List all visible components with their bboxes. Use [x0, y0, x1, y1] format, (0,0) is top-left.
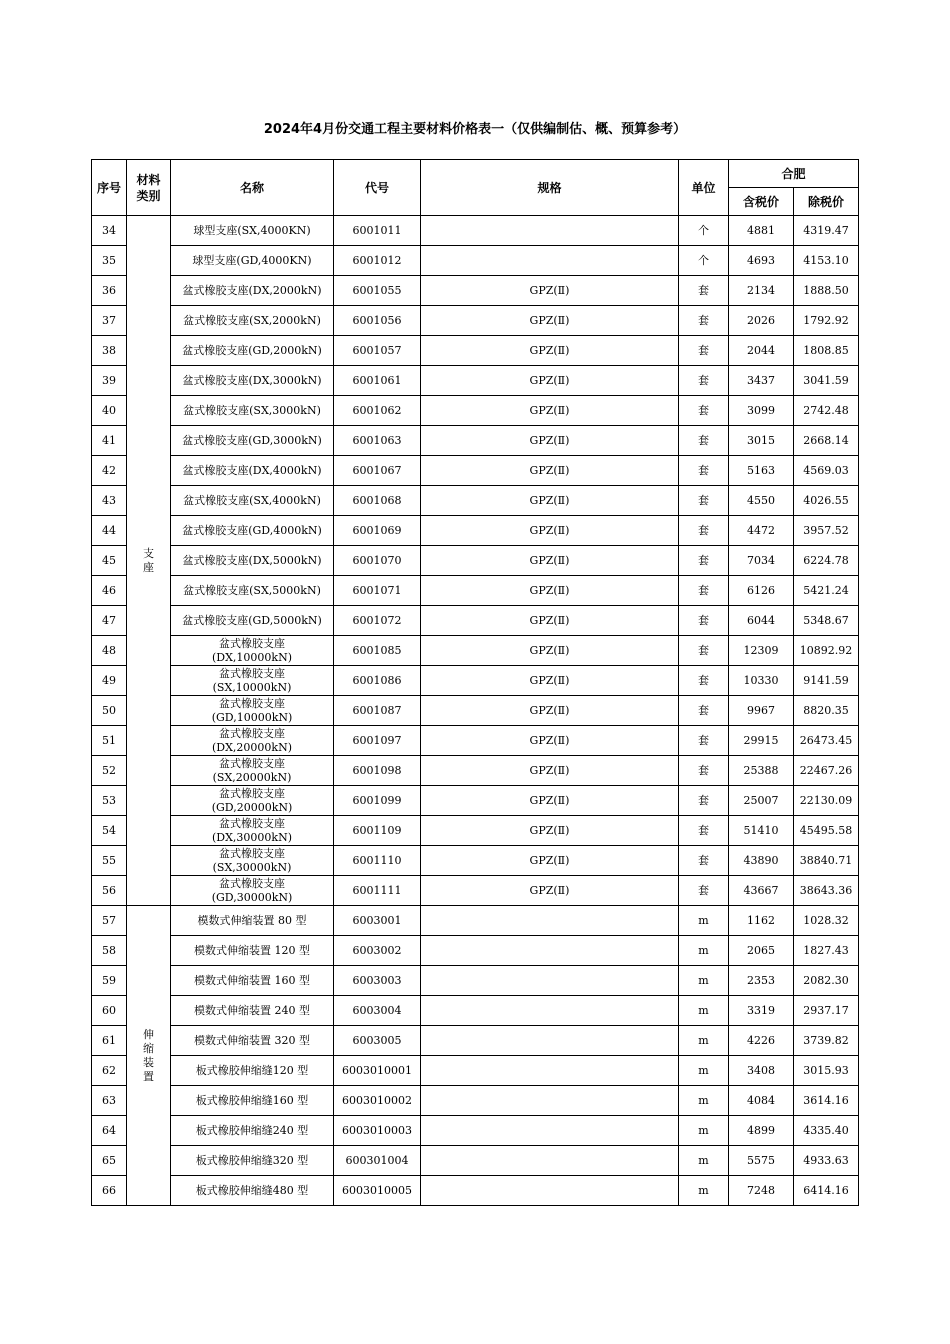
cell-name: 模数式伸缩装置 320 型	[171, 1026, 334, 1056]
cell-seq: 64	[92, 1116, 127, 1146]
cell-spec: GPZ(Ⅱ)	[421, 306, 679, 336]
cell-price-tax: 25007	[729, 786, 794, 816]
cell-price-tax: 43667	[729, 876, 794, 906]
cell-unit: 套	[679, 636, 729, 666]
cell-price-notax: 2082.30	[794, 966, 859, 996]
cell-seq: 41	[92, 426, 127, 456]
table-row	[92, 816, 859, 846]
cell-price-notax: 9141.59	[794, 666, 859, 696]
cell-price-tax: 7034	[729, 546, 794, 576]
cell-code: 6001099	[334, 786, 421, 816]
cell-unit: 套	[679, 846, 729, 876]
cell-price-notax: 1888.50	[794, 276, 859, 306]
header-price-tax: 含税价	[729, 188, 794, 216]
cell-seq: 62	[92, 1056, 127, 1086]
cell-price-tax: 6044	[729, 606, 794, 636]
cell-name-line2: (SX,20000kN)	[212, 771, 292, 784]
cell-name-line1: 盆式橡胶支座	[219, 847, 285, 860]
cell-price-notax: 38643.36	[794, 876, 859, 906]
cell-price-tax: 2044	[729, 336, 794, 366]
table-row	[92, 696, 859, 726]
cell-name: 板式橡胶伸缩缝120 型	[171, 1056, 334, 1086]
table-row	[92, 966, 859, 996]
cell-price-tax: 2353	[729, 966, 794, 996]
cell-price-tax: 4226	[729, 1026, 794, 1056]
table-row	[92, 876, 859, 906]
cell-unit: 套	[679, 546, 729, 576]
cell-price-tax: 1162	[729, 906, 794, 936]
cell-spec: GPZ(Ⅱ)	[421, 426, 679, 456]
cell-category	[127, 216, 171, 906]
cell-seq: 54	[92, 816, 127, 846]
cell-price-tax: 51410	[729, 816, 794, 846]
cell-code: 6001109	[334, 816, 421, 846]
cell-seq: 61	[92, 1026, 127, 1056]
cell-name	[171, 846, 334, 876]
cell-price-tax: 29915	[729, 726, 794, 756]
cell-price-notax: 4026.55	[794, 486, 859, 516]
header-unit: 单位	[679, 160, 729, 216]
cell-code: 6001057	[334, 336, 421, 366]
header-code: 代号	[334, 160, 421, 216]
cell-code: 6001110	[334, 846, 421, 876]
cell-code: 6001056	[334, 306, 421, 336]
table-row	[92, 546, 859, 576]
cell-price-notax: 6414.16	[794, 1176, 859, 1206]
cell-seq: 35	[92, 246, 127, 276]
cell-spec: GPZ(Ⅱ)	[421, 366, 679, 396]
table-row	[92, 1146, 859, 1176]
cell-name	[171, 816, 334, 846]
cell-code: 6001086	[334, 666, 421, 696]
cell-unit: m	[679, 936, 729, 966]
cell-price-tax: 7248	[729, 1176, 794, 1206]
cell-spec: GPZ(Ⅱ)	[421, 276, 679, 306]
cell-price-tax: 3319	[729, 996, 794, 1026]
cell-code: 6001061	[334, 366, 421, 396]
cell-price-notax: 1827.43	[794, 936, 859, 966]
cell-unit: 套	[679, 666, 729, 696]
table-row	[92, 786, 859, 816]
cell-unit: m	[679, 1176, 729, 1206]
cell-spec: GPZ(Ⅱ)	[421, 666, 679, 696]
cell-price-tax: 3437	[729, 366, 794, 396]
cell-spec	[421, 1146, 679, 1176]
table-row	[92, 276, 859, 306]
category-label: 伸缩装置	[143, 1027, 154, 1083]
cell-price-tax: 43890	[729, 846, 794, 876]
cell-unit: 套	[679, 756, 729, 786]
table-row	[92, 306, 859, 336]
cell-spec: GPZ(Ⅱ)	[421, 456, 679, 486]
cell-name: 球型支座(SX,4000KN)	[171, 216, 334, 246]
cell-seq: 43	[92, 486, 127, 516]
cell-code: 6003010003	[334, 1116, 421, 1146]
cell-code: 6003010002	[334, 1086, 421, 1116]
cell-price-notax: 22467.26	[794, 756, 859, 786]
header-spec: 规格	[421, 160, 679, 216]
table-row	[92, 1116, 859, 1146]
cell-seq: 50	[92, 696, 127, 726]
cell-name: 板式橡胶伸缩缝240 型	[171, 1116, 334, 1146]
cell-price-notax: 3614.16	[794, 1086, 859, 1116]
cell-name	[171, 636, 334, 666]
cell-code: 6001111	[334, 876, 421, 906]
cell-price-notax: 3015.93	[794, 1056, 859, 1086]
cell-name: 盆式橡胶支座(SX,5000kN)	[171, 576, 334, 606]
table-row	[92, 456, 859, 486]
cell-price-notax: 1792.92	[794, 306, 859, 336]
cell-name-line1: 盆式橡胶支座	[219, 637, 285, 650]
cell-code: 6001072	[334, 606, 421, 636]
cell-seq: 36	[92, 276, 127, 306]
table-row	[92, 246, 859, 276]
cell-price-notax: 4335.40	[794, 1116, 859, 1146]
cell-seq: 55	[92, 846, 127, 876]
cell-unit: 套	[679, 816, 729, 846]
page-title: 2024年4月份交通工程主要材料价格表一（仅供编制估、概、预算参考）	[263, 122, 687, 137]
cell-name	[171, 666, 334, 696]
cell-price-notax: 3739.82	[794, 1026, 859, 1056]
cell-price-tax: 3408	[729, 1056, 794, 1086]
cell-price-notax: 2742.48	[794, 396, 859, 426]
cell-name-line1: 盆式橡胶支座	[219, 667, 285, 680]
table-row	[92, 426, 859, 456]
cell-price-notax: 4569.03	[794, 456, 859, 486]
cell-price-notax: 45495.58	[794, 816, 859, 846]
cell-spec	[421, 906, 679, 936]
cell-seq: 53	[92, 786, 127, 816]
cell-name-line2: (DX,10000kN)	[211, 651, 292, 664]
cell-name	[171, 726, 334, 756]
cell-price-tax: 4084	[729, 1086, 794, 1116]
cell-price-tax: 12309	[729, 636, 794, 666]
cell-seq: 49	[92, 666, 127, 696]
table-row	[92, 606, 859, 636]
table-row	[92, 1176, 859, 1206]
cell-spec	[421, 1086, 679, 1116]
cell-seq: 59	[92, 966, 127, 996]
cell-code: 6001069	[334, 516, 421, 546]
cell-price-notax: 3957.52	[794, 516, 859, 546]
cell-price-notax: 5421.24	[794, 576, 859, 606]
cell-price-tax: 4899	[729, 1116, 794, 1146]
cell-code: 6001087	[334, 696, 421, 726]
cell-seq: 66	[92, 1176, 127, 1206]
cell-code: 600301004	[334, 1146, 421, 1176]
cell-spec	[421, 1026, 679, 1056]
cell-name-line1: 盆式橡胶支座	[219, 817, 285, 830]
cell-price-notax: 2937.17	[794, 996, 859, 1026]
cell-name: 模数式伸缩装置 120 型	[171, 936, 334, 966]
cell-unit: m	[679, 1056, 729, 1086]
table-row	[92, 396, 859, 426]
cell-unit: 个	[679, 216, 729, 246]
cell-seq: 45	[92, 546, 127, 576]
cell-seq: 38	[92, 336, 127, 366]
cell-price-tax: 6126	[729, 576, 794, 606]
cell-spec: GPZ(Ⅱ)	[421, 336, 679, 366]
cell-price-tax: 3099	[729, 396, 794, 426]
cell-spec	[421, 216, 679, 246]
table-row	[92, 996, 859, 1026]
cell-name-line2: (GD,30000kN)	[211, 891, 293, 904]
cell-spec: GPZ(Ⅱ)	[421, 846, 679, 876]
cell-price-tax: 5163	[729, 456, 794, 486]
cell-name: 盆式橡胶支座(DX,2000kN)	[171, 276, 334, 306]
cell-name-line2: (SX,10000kN)	[212, 681, 292, 694]
cell-spec: GPZ(Ⅱ)	[421, 516, 679, 546]
cell-code: 6001055	[334, 276, 421, 306]
table-row	[92, 906, 859, 936]
cell-spec: GPZ(Ⅱ)	[421, 486, 679, 516]
header-seq: 序号	[92, 160, 127, 216]
cell-name-line2: (SX,30000kN)	[212, 861, 292, 874]
cell-code: 6003003	[334, 966, 421, 996]
cell-code: 6003002	[334, 936, 421, 966]
cell-unit: 套	[679, 576, 729, 606]
cell-price-tax: 4550	[729, 486, 794, 516]
cell-unit: 套	[679, 876, 729, 906]
cell-unit: 套	[679, 786, 729, 816]
cell-unit: m	[679, 996, 729, 1026]
cell-name: 盆式橡胶支座(GD,5000kN)	[171, 606, 334, 636]
cell-unit: 套	[679, 396, 729, 426]
cell-seq: 51	[92, 726, 127, 756]
header-category: 材料类别	[127, 160, 171, 216]
cell-seq: 58	[92, 936, 127, 966]
cell-unit: 套	[679, 726, 729, 756]
cell-spec	[421, 1176, 679, 1206]
cell-spec	[421, 996, 679, 1026]
cell-category	[127, 906, 171, 1206]
cell-price-tax: 4472	[729, 516, 794, 546]
cell-name: 盆式橡胶支座(GD,3000kN)	[171, 426, 334, 456]
cell-code: 6003004	[334, 996, 421, 1026]
cell-code: 6003001	[334, 906, 421, 936]
cell-price-notax: 26473.45	[794, 726, 859, 756]
cell-name: 盆式橡胶支座(DX,4000kN)	[171, 456, 334, 486]
cell-price-notax: 5348.67	[794, 606, 859, 636]
cell-spec	[421, 966, 679, 996]
cell-name-line1: 盆式橡胶支座	[219, 757, 285, 770]
cell-seq: 39	[92, 366, 127, 396]
cell-unit: 套	[679, 426, 729, 456]
cell-price-notax: 4153.10	[794, 246, 859, 276]
cell-seq: 63	[92, 1086, 127, 1116]
cell-unit: 套	[679, 516, 729, 546]
cell-price-tax: 5575	[729, 1146, 794, 1176]
cell-price-notax: 22130.09	[794, 786, 859, 816]
cell-name	[171, 756, 334, 786]
cell-name: 盆式橡胶支座(SX,2000kN)	[171, 306, 334, 336]
header-city: 合肥	[729, 160, 859, 188]
cell-code: 6001098	[334, 756, 421, 786]
cell-price-notax: 3041.59	[794, 366, 859, 396]
cell-unit: 套	[679, 486, 729, 516]
cell-name-line2: (DX,30000kN)	[211, 831, 292, 844]
cell-price-notax: 2668.14	[794, 426, 859, 456]
cell-unit: 套	[679, 456, 729, 486]
category-label: 支座	[143, 546, 154, 574]
table-row	[92, 366, 859, 396]
cell-seq: 48	[92, 636, 127, 666]
table-row	[92, 756, 859, 786]
cell-spec: GPZ(Ⅱ)	[421, 756, 679, 786]
cell-spec: GPZ(Ⅱ)	[421, 786, 679, 816]
table-row	[92, 1086, 859, 1116]
cell-spec: GPZ(Ⅱ)	[421, 396, 679, 426]
price-table	[91, 159, 859, 1206]
cell-code: 6001063	[334, 426, 421, 456]
cell-code: 6003010005	[334, 1176, 421, 1206]
cell-price-tax: 25388	[729, 756, 794, 786]
cell-price-tax: 9967	[729, 696, 794, 726]
cell-seq: 44	[92, 516, 127, 546]
cell-name: 板式橡胶伸缩缝320 型	[171, 1146, 334, 1176]
cell-name	[171, 696, 334, 726]
cell-seq: 52	[92, 756, 127, 786]
cell-price-tax: 2026	[729, 306, 794, 336]
cell-name: 盆式橡胶支座(GD,2000kN)	[171, 336, 334, 366]
cell-name-line2: (GD,20000kN)	[211, 801, 293, 814]
cell-seq: 65	[92, 1146, 127, 1176]
cell-spec	[421, 936, 679, 966]
cell-unit: 套	[679, 366, 729, 396]
cell-code: 6003005	[334, 1026, 421, 1056]
cell-unit: m	[679, 1116, 729, 1146]
cell-code: 6001070	[334, 546, 421, 576]
cell-unit: 套	[679, 306, 729, 336]
cell-price-notax: 4933.63	[794, 1146, 859, 1176]
cell-name-line1: 盆式橡胶支座	[219, 787, 285, 800]
cell-code: 6001012	[334, 246, 421, 276]
cell-name	[171, 876, 334, 906]
table-row	[92, 576, 859, 606]
table-row	[92, 1026, 859, 1056]
cell-name-line2: (GD,10000kN)	[211, 711, 293, 724]
cell-name: 模数式伸缩装置 160 型	[171, 966, 334, 996]
table-row	[92, 936, 859, 966]
table-row	[92, 336, 859, 366]
cell-name: 盆式橡胶支座(DX,5000kN)	[171, 546, 334, 576]
cell-name-line1: 盆式橡胶支座	[219, 697, 285, 710]
cell-unit: 个	[679, 246, 729, 276]
cell-name-line1: 盆式橡胶支座	[219, 877, 285, 890]
cell-spec: GPZ(Ⅱ)	[421, 606, 679, 636]
cell-seq: 40	[92, 396, 127, 426]
cell-seq: 60	[92, 996, 127, 1026]
cell-name: 球型支座(GD,4000KN)	[171, 246, 334, 276]
cell-name-line1: 盆式橡胶支座	[219, 727, 285, 740]
cell-price-notax: 1028.32	[794, 906, 859, 936]
cell-seq: 34	[92, 216, 127, 246]
cell-seq: 37	[92, 306, 127, 336]
cell-price-tax: 4881	[729, 216, 794, 246]
cell-spec: GPZ(Ⅱ)	[421, 636, 679, 666]
table-row	[92, 486, 859, 516]
cell-spec	[421, 246, 679, 276]
table-row	[92, 636, 859, 666]
table-row	[92, 516, 859, 546]
table-row	[92, 1056, 859, 1086]
header-name: 名称	[171, 160, 334, 216]
cell-code: 6001097	[334, 726, 421, 756]
table-body	[92, 216, 859, 1206]
table-row	[92, 666, 859, 696]
table-row	[92, 216, 859, 246]
cell-price-tax: 10330	[729, 666, 794, 696]
cell-price-notax: 4319.47	[794, 216, 859, 246]
cell-code: 6003010001	[334, 1056, 421, 1086]
cell-name: 模数式伸缩装置 240 型	[171, 996, 334, 1026]
cell-spec: GPZ(Ⅱ)	[421, 546, 679, 576]
header-price-notax: 除税价	[794, 188, 859, 216]
cell-spec: GPZ(Ⅱ)	[421, 726, 679, 756]
cell-unit: m	[679, 906, 729, 936]
cell-unit: 套	[679, 276, 729, 306]
cell-unit: 套	[679, 606, 729, 636]
cell-seq: 57	[92, 906, 127, 936]
cell-name: 模数式伸缩装置 80 型	[171, 906, 334, 936]
cell-name-line2: (DX,20000kN)	[211, 741, 292, 754]
cell-price-tax: 4693	[729, 246, 794, 276]
cell-unit: m	[679, 1146, 729, 1176]
cell-name: 盆式橡胶支座(SX,3000kN)	[171, 396, 334, 426]
cell-price-notax: 6224.78	[794, 546, 859, 576]
cell-spec: GPZ(Ⅱ)	[421, 696, 679, 726]
cell-spec	[421, 1116, 679, 1146]
cell-unit: m	[679, 1026, 729, 1056]
cell-code: 6001067	[334, 456, 421, 486]
cell-name: 板式橡胶伸缩缝160 型	[171, 1086, 334, 1116]
cell-spec	[421, 1056, 679, 1086]
cell-seq: 47	[92, 606, 127, 636]
cell-seq: 46	[92, 576, 127, 606]
cell-seq: 56	[92, 876, 127, 906]
cell-spec: GPZ(Ⅱ)	[421, 576, 679, 606]
table-row	[92, 726, 859, 756]
cell-unit: 套	[679, 336, 729, 366]
table-row	[92, 846, 859, 876]
cell-price-notax: 1808.85	[794, 336, 859, 366]
cell-price-tax: 2134	[729, 276, 794, 306]
cell-name: 盆式橡胶支座(DX,3000kN)	[171, 366, 334, 396]
cell-name: 盆式橡胶支座(GD,4000kN)	[171, 516, 334, 546]
cell-unit: m	[679, 1086, 729, 1116]
cell-price-notax: 38840.71	[794, 846, 859, 876]
cell-price-tax: 2065	[729, 936, 794, 966]
cell-price-tax: 3015	[729, 426, 794, 456]
cell-seq: 42	[92, 456, 127, 486]
cell-price-notax: 8820.35	[794, 696, 859, 726]
cell-unit: 套	[679, 696, 729, 726]
cell-name: 盆式橡胶支座(SX,4000kN)	[171, 486, 334, 516]
cell-unit: m	[679, 966, 729, 996]
cell-price-notax: 10892.92	[794, 636, 859, 666]
cell-code: 6001085	[334, 636, 421, 666]
cell-spec: GPZ(Ⅱ)	[421, 876, 679, 906]
cell-code: 6001071	[334, 576, 421, 606]
cell-name: 板式橡胶伸缩缝480 型	[171, 1176, 334, 1206]
cell-name	[171, 786, 334, 816]
cell-code: 6001062	[334, 396, 421, 426]
cell-code: 6001011	[334, 216, 421, 246]
cell-code: 6001068	[334, 486, 421, 516]
cell-spec: GPZ(Ⅱ)	[421, 816, 679, 846]
